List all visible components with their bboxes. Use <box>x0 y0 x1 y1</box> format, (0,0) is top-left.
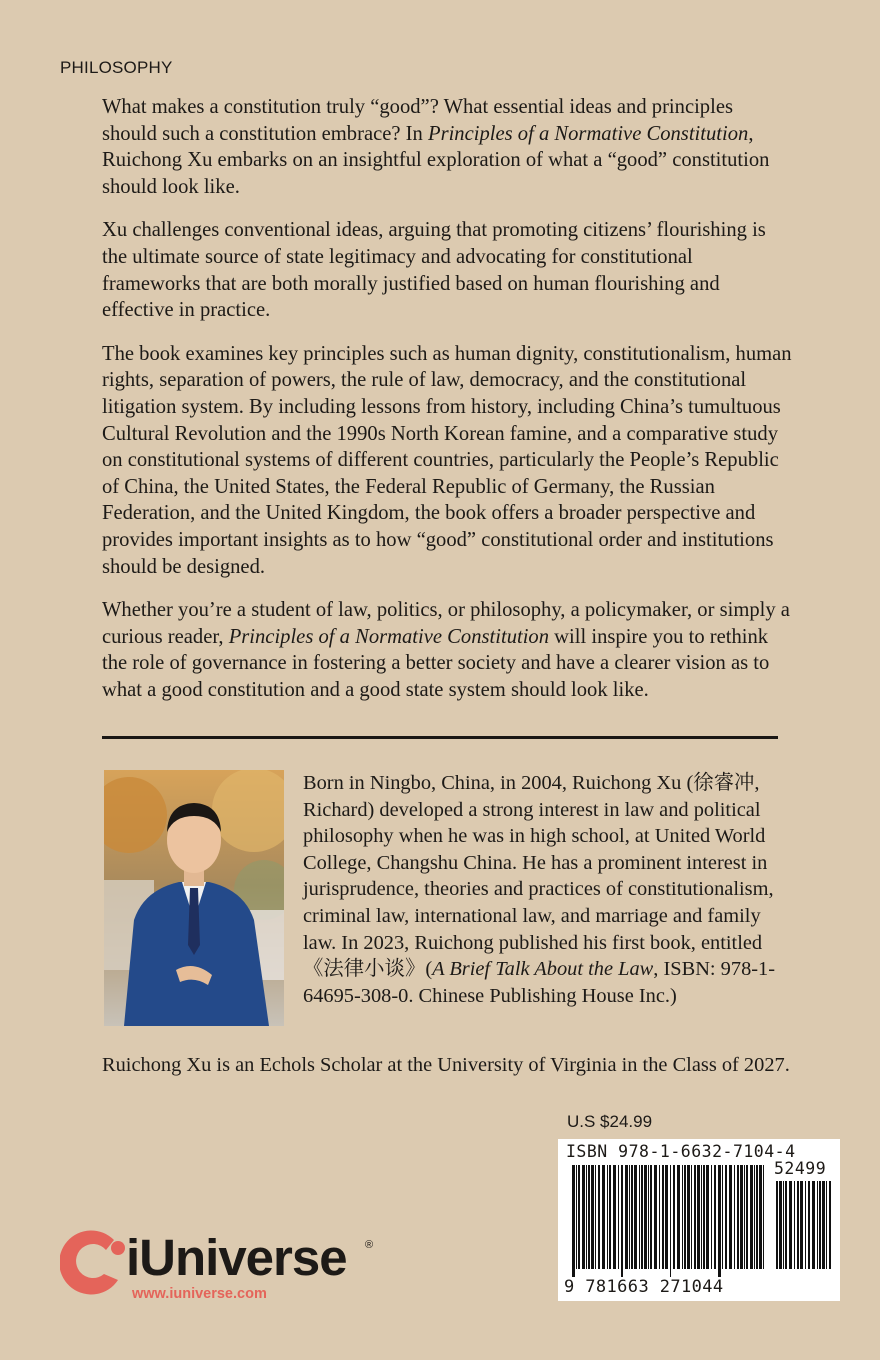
barcode-bar <box>711 1165 712 1269</box>
barcode-bar <box>607 1165 608 1269</box>
barcode-bar <box>588 1165 590 1269</box>
barcode-bar <box>644 1165 647 1269</box>
barcode-bar <box>734 1165 735 1269</box>
divider-rule <box>102 736 778 739</box>
barcode-bar <box>706 1165 709 1269</box>
barcode-bar <box>682 1165 683 1269</box>
addon-bars <box>776 1181 832 1277</box>
barcode-bar <box>576 1165 577 1269</box>
barcode-bar <box>578 1165 580 1269</box>
barcode-bar <box>819 1181 821 1269</box>
barcode-bar <box>754 1165 755 1269</box>
barcode-bar <box>800 1181 803 1269</box>
barcode-bar <box>595 1165 596 1269</box>
barcode-bar <box>694 1165 696 1269</box>
barcode-bar <box>812 1181 815 1269</box>
barcode-bar <box>797 1181 799 1269</box>
barcode-bar <box>641 1165 643 1269</box>
isbn-text: ISBN 978-1-6632-7104-4 <box>566 1142 796 1161</box>
barcode-bar <box>602 1165 605 1269</box>
barcode-bar <box>759 1165 762 1269</box>
blurb-paragraph-1: What makes a constitution truly “good”? What essential ideas and principles should such a constitution embrace? In Principles of a Normative Constitution, Ruichong Xu embarks on an insightful exploration of what a “good” constitution should look like. <box>102 96 770 198</box>
barcode-bar <box>729 1165 732 1269</box>
blurb-paragraph-3: The book examines key principles such as human dignity, constitutionalism, human rights, separation of powers, the rule of law, democracy, and the constitutional litigation system. By including lessons from history, including China’s tumultuous Cultural Revolution and the 1990s North Korean famine, and a comparative study on constitutional systems of different countries, particularly the People’s Republic of China, the United States, the Federal Republic of Germany, the Russian Federation, and the United Kingdom, the book offers a broader perspective and provides important insights as to how “good” constitutional order and institutions should be designed. <box>102 342 792 578</box>
prior-book-title: A Brief Talk About the Law <box>432 958 654 981</box>
barcode-bar <box>756 1165 758 1269</box>
barcode-bar <box>598 1165 600 1269</box>
barcode-bar <box>625 1165 628 1269</box>
ean-bars <box>572 1165 768 1277</box>
barcode-bar <box>805 1181 806 1269</box>
barcode-bar <box>670 1165 671 1277</box>
barcode-bar <box>789 1181 792 1269</box>
barcode-bar <box>677 1165 680 1269</box>
barcode-bar <box>582 1165 585 1269</box>
barcode-bar <box>572 1165 575 1277</box>
category-label: PHILOSOPHY <box>60 58 173 77</box>
barcode-bar <box>718 1165 721 1277</box>
barcode-bar <box>665 1165 668 1269</box>
barcode-bar <box>654 1165 657 1269</box>
book-title: Principles of a Normative Constitution <box>427 122 749 145</box>
barcode-bar <box>779 1181 782 1269</box>
barcode-bar <box>746 1165 748 1269</box>
barcode-bar <box>776 1181 778 1269</box>
barcode-bar <box>822 1181 825 1269</box>
barcode-bar <box>662 1165 664 1269</box>
barcode-bar <box>634 1165 637 1269</box>
barcode-bar <box>697 1165 700 1269</box>
barcode-bar <box>817 1181 818 1269</box>
barcode-bar <box>701 1165 702 1269</box>
barcode-bar <box>826 1181 827 1269</box>
barcode-bar <box>763 1165 764 1269</box>
barcode-bar <box>744 1165 745 1269</box>
blurb-paragraph-2: Xu challenges conventional ideas, arguing that promoting citizens’ flourishing is the ultimate source of state legitimacy and advocating for constitutional frameworks that are both morally justified based on human flourishing and effective in practice. <box>102 219 766 322</box>
barcode-bar <box>725 1165 727 1269</box>
barcode-bar <box>703 1165 705 1269</box>
barcode-bar <box>783 1181 784 1269</box>
barcode-bar <box>687 1165 690 1269</box>
barcode-bar <box>591 1165 594 1269</box>
barcode-bar <box>586 1165 587 1269</box>
barcode-bar <box>785 1181 787 1269</box>
price-code: 52499 <box>774 1159 827 1178</box>
author-bio-note: Ruichong Xu is an Echols Scholar at the University of Virginia in the Class of 2027. <box>102 1054 790 1076</box>
publisher-logo-icon <box>60 1228 130 1298</box>
price-label: U.S $24.99 <box>567 1112 653 1131</box>
barcode-bar <box>691 1165 692 1269</box>
publisher-logo <box>60 1228 390 1308</box>
publisher-url[interactable]: www.iuniverse.com <box>132 1286 267 1302</box>
barcode-bar <box>631 1165 633 1269</box>
barcode-bar <box>648 1165 649 1269</box>
isbn-barcode <box>558 1139 840 1301</box>
barcode-bar <box>659 1165 660 1269</box>
barcode-bar <box>740 1165 743 1269</box>
barcode-bar <box>673 1165 675 1269</box>
barcode-bar <box>621 1165 623 1277</box>
book-title: Principles of a Normative Constitution <box>228 625 550 648</box>
barcode-bar <box>714 1165 716 1269</box>
registered-mark: ® <box>365 1239 374 1251</box>
back-cover-blurb <box>102 94 792 720</box>
barcode-bar <box>609 1165 611 1269</box>
ean-digits: 9 781663 271044 <box>564 1277 724 1297</box>
barcode-bar <box>829 1181 831 1269</box>
barcode-bar <box>629 1165 630 1269</box>
blurb-paragraph-4: Whether you’re a student of law, politics, or philosophy, a policymaker, or simply a curious reader, Principles of a Normative Constitution will inspire you to rethink the role of governance in fostering a better society and have a clearer vision as to what a good constitution and a good state system should look like. <box>102 599 790 701</box>
barcode-bar <box>684 1165 686 1269</box>
barcode-bar <box>618 1165 619 1269</box>
author-bio: Born in Ningbo, China, in 2004, Ruichong Xu (徐睿冲, Richard) developed a strong interest in law and political philosophy when he was in high school, at United World College, Changshu China. He has a prominent interest in jurisprudence, theories and practices of constitutionalism, criminal law, international law, and marriage and family law. In 2023, Ruichong published his first book, entitled 《法律小谈》(A Brief Talk About the Law, ISBN: 978-1-64695-308-0. Chinese Publishing House Inc.) <box>303 772 776 1007</box>
publisher-name: iUniverse <box>126 1229 347 1286</box>
barcode-bar <box>808 1181 810 1269</box>
barcode-bar <box>722 1165 723 1269</box>
barcode-bar <box>613 1165 616 1269</box>
barcode-bar <box>750 1165 753 1269</box>
author-photo <box>104 770 284 1026</box>
barcode-bar <box>639 1165 640 1269</box>
barcode-bar <box>737 1165 739 1269</box>
barcode-bar <box>650 1165 652 1269</box>
barcode-bar <box>794 1181 795 1269</box>
